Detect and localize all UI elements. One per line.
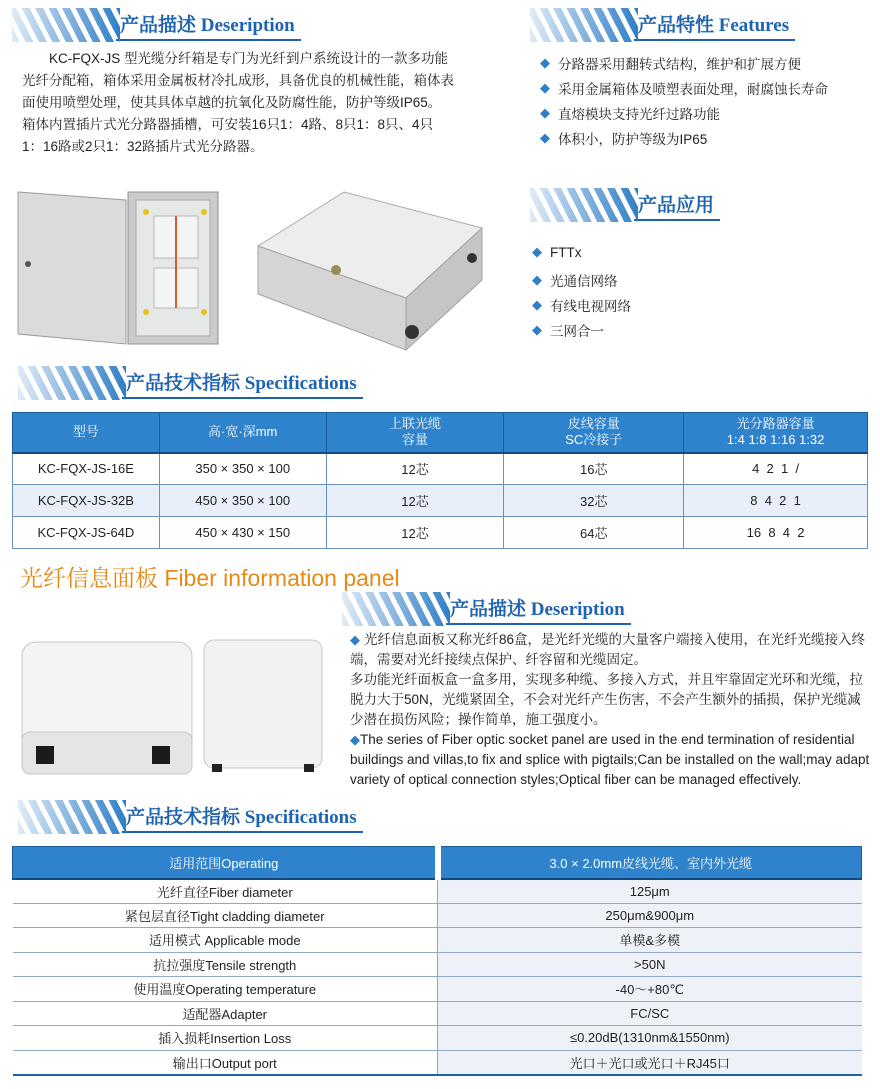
table-cell: ≤0.20dB(1310nm&1550nm) [438,1026,862,1051]
features-title: 产品特性 Features [634,10,795,41]
feature-item: ◆ 直熔模块支持光纤过路功能 [540,105,720,122]
table-cell: 16芯 [504,453,684,485]
specs2-table [12,846,862,1076]
application-item: ◆ 三网合一 [532,322,604,339]
table-cell: 450 × 350 × 100 [159,485,326,517]
table-cell: FC/SC [438,1001,862,1026]
door-lock-icon [25,261,31,267]
specs1-header [18,366,363,400]
fiber-panel-title: 光纤信息面板 Fiber information panel [20,565,400,591]
cable-port-icon [405,325,419,339]
fiber-description-header [342,592,631,626]
table-row [13,1050,862,1075]
table-cell: KC-FQX-JS-64D [13,517,160,549]
diamond-bullet-icon: ◆ [532,244,542,259]
stripe-decoration [342,592,450,626]
table-row [13,928,862,953]
table-cell: 紧包层直径Tight cladding diameter [13,903,438,928]
diamond-bullet-icon: ◆ [540,55,550,70]
application-title: 产品应用 [634,190,720,221]
table-cell: 适用模式 Applicable mode [13,928,438,953]
box-door [18,192,126,344]
table-cell: 适配器Adapter [13,1001,438,1026]
stripe-decoration [18,800,126,834]
table-cell: 450 × 430 × 150 [159,517,326,549]
diamond-bullet-icon: ◆ [540,130,550,145]
description-text: KC-FQX-JS 型光缆分纤箱是专门为光纤到户系统设计的一款多功能光纤分配箱，箱体采用金属板材冷扎成形，具备优良的机械性能，箱体表面使用喷塑处理，使其具体卓越的抗氧化及防腐性能，防护等级IP65。箱体内置插片式光分路器插槽，可安装16只1：4路、8只1：8只、4只1：16路或2只1：32路插片式光分路器。 [22,51,454,154]
stripe-decoration [12,8,120,42]
diamond-bullet-icon: ◆ [532,272,542,287]
table-cell: 4 2 1 / [684,453,868,485]
table-cell: -40～+80℃ [438,977,862,1002]
cable-port-icon [467,253,477,263]
diamond-bullet-icon: ◆ [540,105,550,120]
diamond-bullet-icon: ◆ [532,322,542,337]
column-header: 适用范围Operating [13,847,438,879]
table-header-row [13,413,868,453]
feature-item: ◆ 分路器采用翻转式结构，维护和扩展方便 [540,55,801,72]
port-opening-icon [36,746,54,764]
specs1-title: 产品技术指标 Specifications [122,368,363,399]
diamond-bullet-icon: ◆ [540,80,550,95]
table-cell: 插入损耗Insertion Loss [13,1026,438,1051]
port-opening-icon [152,746,170,764]
column-header: 高·宽·深mm [159,413,326,453]
diamond-bullet-icon: ◆ [532,297,542,312]
product-photos [14,186,494,354]
stripe-decoration [18,366,126,400]
stripe-decoration [530,188,638,222]
table-row [13,952,862,977]
application-item: ◆ 有线电视网络 [532,297,631,314]
table-row [13,879,862,904]
column-header: 3.0 × 2.0mm皮线光缆、室内外光缆 [438,847,862,879]
table-cell: 输出口Output port [13,1050,438,1075]
table-cell: 光口＋光口或光口＋RJ45口 [438,1050,862,1075]
description-title: 产品描述 Deseription [116,10,301,41]
table-header-row [13,847,862,879]
table-row [13,485,868,517]
fiber-description-title: 产品描述 Deseription [446,594,631,625]
diamond-bullet-icon: ◆ [350,732,360,747]
features-header [530,8,795,42]
table-cell: 12芯 [326,485,504,517]
table-row [13,903,862,928]
table-row [13,517,868,549]
table-cell: >50N [438,952,862,977]
feature-item: ◆ 体积小，防护等级为IP65 [540,130,708,147]
table-cell: 12芯 [326,453,504,485]
application-header [530,188,720,222]
table-cell: 使用温度Operating temperature [13,977,438,1002]
table-cell: KC-FQX-JS-32B [13,485,160,517]
stripe-decoration [530,8,638,42]
column-header: 上联光缆 容量 [326,413,504,453]
application-item: ◆ 光通信网络 [532,272,618,289]
column-header: 光分路器容量 1:4 1:8 1:16 1:32 [684,413,868,453]
specs2-header [18,800,363,834]
table-cell: 250μm&900μm [438,903,862,928]
table-cell: 32芯 [504,485,684,517]
specs2-title: 产品技术指标 Specifications [122,802,363,833]
fiber-description-text: ◆ 光纤信息面板又称光纤86盒，是光纤光缆的大量客户端接入使用，在光纤光缆接入终端，需要对光纤接续点保护、纤容留和光缆固定。 多功能光纤面板盒一盒多用，实现多种缆、多接入方式，并且牢靠固定光环和光缆，拉脱力大于50N，光缆紧固全，不会对光纤产生伤害，不会产生额外的插损，保护光缆减少潜在损伤风险；操作简单，施工强度小。 ◆The series of Fiber optic socket panel are used in the end termination of residential buildings and villas,to fix and splice with pigtails;Can be installed on the wall;may adapt variety of optical connection styles;Optical fiber can be managed effectively. [350,632,870,787]
description-header [12,8,301,42]
fiber-panel-photos [20,636,340,786]
table-cell: KC-FQX-JS-16E [13,453,160,485]
column-header: 皮线容量 SC冷接子 [504,413,684,453]
table-row [13,977,862,1002]
table-cell: 16 8 4 2 [684,517,868,549]
table-cell: 350 × 350 × 100 [159,453,326,485]
table-row [13,453,868,485]
table-row [13,1026,862,1051]
table-row [13,1001,862,1026]
table-cell: 64芯 [504,517,684,549]
table-cell: 抗拉强度Tensile strength [13,952,438,977]
column-header: 型号 [13,413,160,453]
panel-cover [204,640,322,768]
table-cell: 125μm [438,879,862,904]
table-cell: 光纤直径Fiber diameter [13,879,438,904]
table-cell: 单模&多模 [438,928,862,953]
application-item: ◆ FTTx [532,244,582,260]
diamond-bullet-icon: ◆ [350,632,360,647]
table-cell: 12芯 [326,517,504,549]
specs1-table [12,412,868,549]
key-lock-icon [331,265,341,275]
feature-item: ◆ 采用金属箱体及喷塑表面处理，耐腐蚀长寿命 [540,80,828,97]
table-cell: 8 4 2 1 [684,485,868,517]
